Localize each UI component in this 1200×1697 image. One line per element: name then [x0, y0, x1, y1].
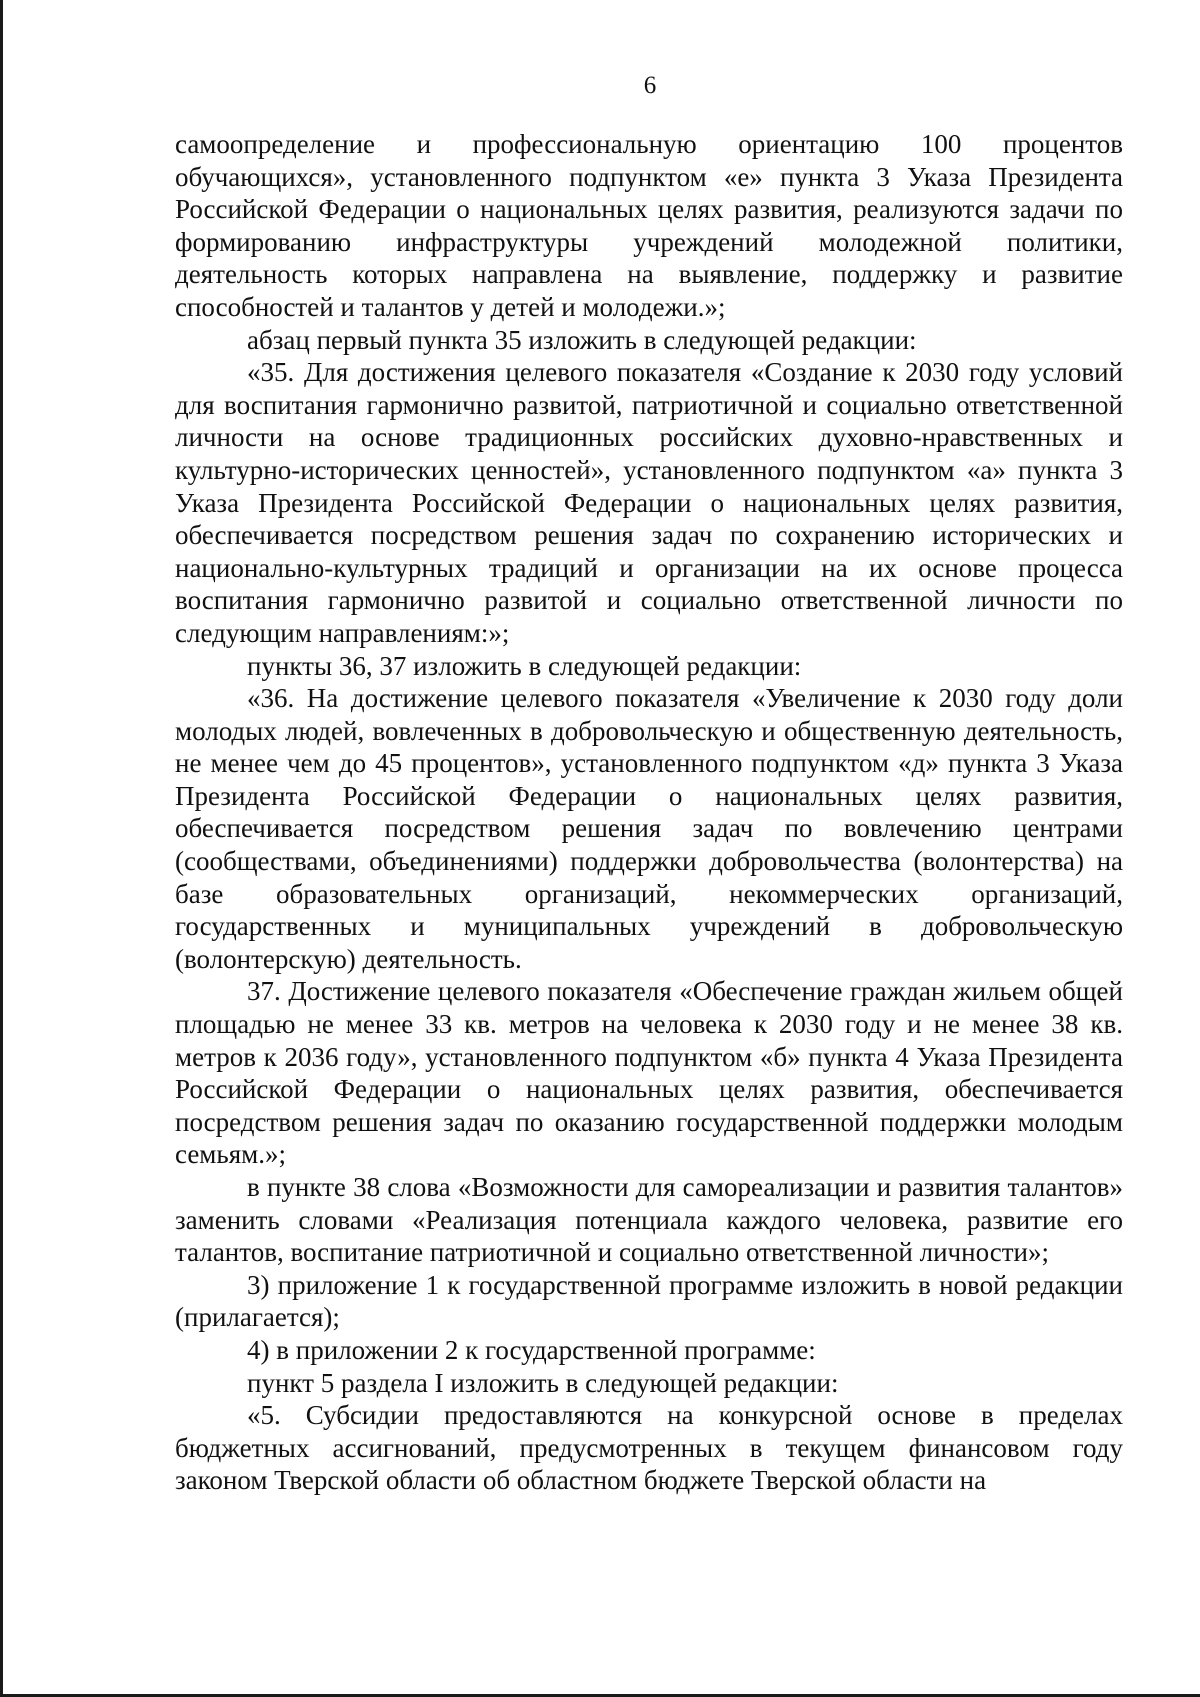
- paragraph: «36. На достижение целевого показателя «Увеличение к 2030 году доли молодых людей, вовлеченных в добровольческую и общественную деятельность, не менее чем до 45 процентов», установленного подпунктом «д» пункта 3 Указа Президента Российской Федерации о национальных целях развития, обеспечивается посредством решения задач по вовлечению центрами (сообществами, объединениями) поддержки добровольчества (волонтерства) на базе образовательных организаций, некоммерческих организаций, государственных и муниципальных учреждений в добровольческую (волонтерскую) деятельность.: [175, 683, 1123, 974]
- scan-edge-left: [0, 0, 3, 1697]
- paragraph: 3) приложение 1 к государственной программе изложить в новой редакции (прилагается);: [175, 1269, 1123, 1333]
- document-body: [175, 128, 1123, 1497]
- paragraph: «5. Субсидии предоставляются на конкурсной основе в пределах бюджетных ассигнований, предусмотренных в текущем финансовом году законом Тверской области об областном бюджете Тверской области на: [175, 1400, 1123, 1496]
- paragraph: «35. Для достижения целевого показателя «Создание к 2030 году условий для воспитания гармонично развитой, патриотичной и социально ответственной личности на основе традиционных российских духовно-нравственных и культурно-исторических ценностей», установленного подпунктом «а» пункта 3 Указа Президента Российской Федерации о национальных целях развития, обеспечивается посредством решения задач по сохранению исторических и национально-культурных традиций и организации на их основе процесса воспитания гармонично развитой и социально ответственной личности по следующим направлениям:»;: [175, 357, 1123, 648]
- paragraph: абзац первый пункта 35 изложить в следующей редакции:: [247, 324, 917, 355]
- page-number: 6: [643, 72, 657, 99]
- paragraph: 4) в приложении 2 к государственной программе:: [247, 1334, 816, 1365]
- paragraph-continuation: самоопределение и профессиональную ориентацию 100 процентов обучающихся», установленного подпунктом «е» пункта 3 Указа Президента Российской Федерации о национальных целях развития, реализуются задачи по формированию инфраструктуры учреждений молодежной политики, деятельность которых направлена на выявление, поддержку и развитие способностей и талантов у детей и молодежи.»;: [175, 129, 1123, 322]
- paragraph: пункт 5 раздела I изложить в следующей редакции:: [247, 1367, 839, 1398]
- paragraph: пункты 36, 37 изложить в следующей редакции:: [247, 650, 802, 681]
- paragraph: в пункте 38 слова «Возможности для самореализации и развития талантов» заменить словами «Реализация потенциала каждого человека, развитие его талантов, воспитание патриотичной и социально ответственной личности»;: [175, 1172, 1123, 1268]
- paragraph: 37. Достижение целевого показателя «Обеспечение граждан жильем общей площадью не менее 33 кв. метров на человека к 2030 году и не менее 38 кв. метров к 2036 году», установленного подпунктом «б» пункта 4 Указа Президента Российской Федерации о национальных целях развития, обеспечивается посредством решения задач по оказанию государственной поддержки молодым семьям.»;: [175, 976, 1123, 1170]
